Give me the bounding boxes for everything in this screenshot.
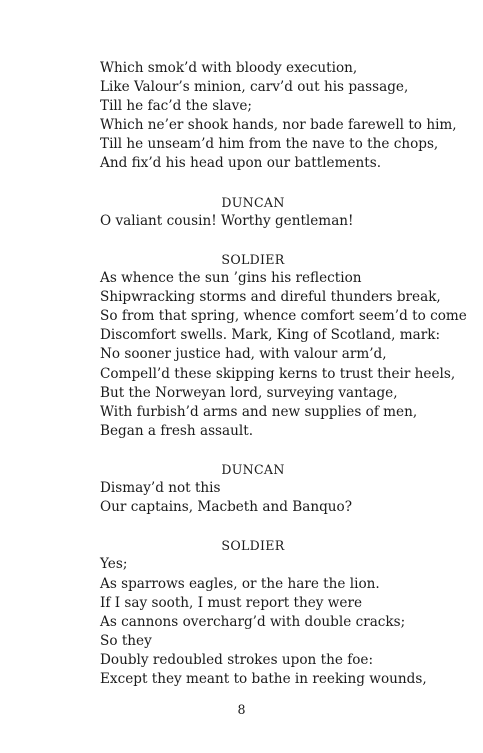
speaker-name: SOLDIER (221, 538, 285, 554)
play-text (100, 59, 467, 689)
verse-line: Our captains, Macbeth and Banquo? (100, 499, 353, 516)
stanza-gap (100, 441, 460, 460)
verse-line: Yes; (100, 556, 128, 573)
page-number: 8 (237, 702, 246, 717)
verse-line: Till he fac’d the slave; (100, 98, 252, 115)
verse-line: As cannons overcharg’d with double cracks; (100, 613, 406, 630)
verse-line: As sparrows eagles, or the hare the lion. (100, 575, 380, 592)
verse-line: Except they meant to bathe in reeking wounds, (100, 671, 427, 687)
verse-line: Like Valour’s minion, carv’d out his passage, (100, 79, 409, 96)
verse-line: So they (100, 632, 152, 649)
stanza-gap (100, 231, 460, 250)
verse-line: Till he unseam’d him from the nave to the chops, (100, 136, 439, 153)
verse-line: No sooner justice had, with valour arm’d, (100, 346, 387, 363)
verse-line: So from that spring, whence comfort seem’d to come (100, 308, 467, 325)
stanza-gap (100, 174, 460, 193)
stanza-gap (100, 517, 460, 536)
verse-line: Which smok’d with bloody execution, (100, 60, 358, 76)
verse-line: O valiant cousin! Worthy gentleman! (100, 212, 354, 229)
verse-line: Compell’d these skipping kerns to trust their heels, (100, 365, 456, 382)
verse-line: With furbish’d arms and new supplies of men, (100, 403, 418, 420)
verse-line: Discomfort swells. Mark, King of Scotland, mark: (100, 327, 441, 344)
verse-line: Doubly redoubled strokes upon the foe: (100, 651, 374, 668)
verse-line: Shipwracking storms and direful thunders break, (100, 289, 441, 306)
speaker-name: SOLDIER (221, 251, 285, 267)
verse-line: Dismay’d not this (100, 480, 221, 497)
speaker-name: DUNCAN (221, 194, 285, 210)
verse-line: But the Norweyan lord, surveying vantage, (100, 384, 398, 401)
speaker-name: DUNCAN (221, 461, 285, 477)
verse-line: And fix’d his head upon our battlements. (100, 155, 382, 172)
verse-line: As whence the sun ’gins his reflection (100, 270, 362, 287)
verse-line: Which ne’er shook hands, nor bade farewell to him, (100, 117, 457, 134)
verse-line: If I say sooth, I must report they were (100, 594, 362, 611)
verse-line: Began a fresh assault. (100, 422, 254, 439)
